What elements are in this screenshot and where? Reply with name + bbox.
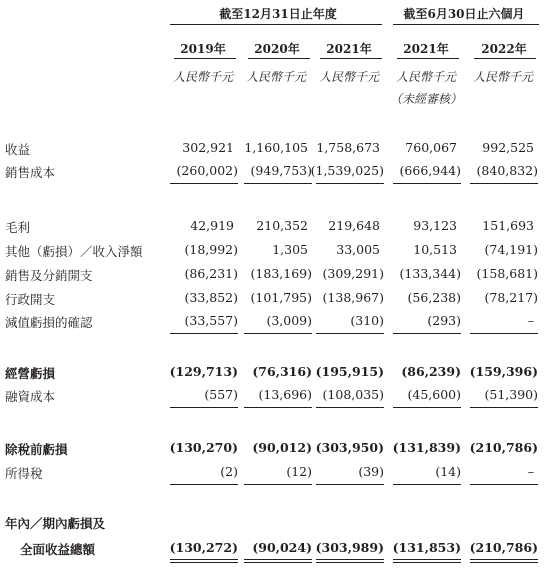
cell-total-comprehensive-h2022: (210,786)	[469, 540, 538, 555]
double-rule-bottom	[170, 562, 238, 563]
cell-other-income-2019: (18,992)	[184, 242, 238, 257]
cell-selling-h2021: (133,344)	[399, 266, 461, 281]
cell-operating-loss-2021: (195,915)	[315, 364, 384, 379]
year-header-2: 2020年	[254, 42, 300, 56]
cell-income-tax-2019: (2)	[220, 464, 238, 479]
cell-finance-costs-h2022: (51,390)	[484, 387, 538, 402]
cell-selling-2021: (309,291)	[322, 266, 384, 281]
cell-operating-loss-2020: (76,316)	[252, 364, 312, 379]
unit-label-5: 人民幣千元	[472, 70, 533, 84]
subtotal-rule-total	[393, 484, 461, 485]
row-label-admin-expenses: 行政開支	[5, 292, 56, 307]
double-rule-top	[170, 559, 238, 560]
unaudited-note: （未經審核）	[389, 92, 462, 106]
year-header-4: 2021年	[403, 42, 449, 56]
subtotal-rule-pretax	[244, 407, 312, 408]
cell-admin-2020: (101,795)	[250, 290, 312, 305]
row-label-revenue: 收益	[5, 142, 31, 157]
double-rule-bottom	[244, 562, 312, 563]
cell-admin-h2021: (56,238)	[407, 290, 461, 305]
double-rule-top	[316, 559, 384, 560]
cell-revenue-2019: 302,921	[182, 140, 234, 155]
subtotal-rule-total	[170, 484, 238, 485]
cell-income-tax-h2022: –	[527, 464, 534, 479]
cell-cost-of-sales-2021: (1,539,025)	[310, 163, 384, 178]
double-rule-top	[393, 559, 461, 560]
cell-gross-profit-h2021: 93,123	[413, 218, 457, 233]
cell-impairment-h2021: (293)	[427, 313, 461, 328]
cell-loss-before-tax-h2021: (131,839)	[392, 440, 461, 455]
subtotal-rule-total	[470, 484, 538, 485]
year-header-3: 2021年	[326, 42, 372, 56]
cell-finance-costs-2019: (557)	[204, 387, 238, 402]
row-label-finance-costs: 融資成本	[5, 389, 56, 404]
unit-label-2: 人民幣千元	[245, 70, 306, 84]
cell-finance-costs-h2021: (45,600)	[407, 387, 461, 402]
cell-other-income-2020: 1,305	[272, 242, 308, 257]
row-label-loss-for-period: 年內／期內虧損及	[5, 516, 106, 531]
subtotal-rule-gross	[244, 183, 312, 184]
cell-impairment-2020: (3,009)	[266, 313, 312, 328]
cell-other-income-h2022: (74,191)	[484, 242, 538, 257]
cell-impairment-2019: (33,557)	[184, 313, 238, 328]
cell-revenue-h2021: 760,067	[405, 140, 457, 155]
cell-income-tax-2020: (12)	[286, 464, 312, 479]
subtotal-rule-operating	[244, 333, 312, 334]
header-group-annual: 截至12月31日止年度	[219, 7, 337, 21]
row-label-gross-profit: 毛利	[5, 220, 31, 235]
cell-revenue-2021: 1,758,673	[316, 140, 380, 155]
year-header-1: 2019年	[180, 42, 226, 56]
cell-loss-before-tax-h2022: (210,786)	[469, 440, 538, 455]
row-label-loss-before-tax: 除稅前虧損	[5, 442, 68, 457]
cell-total-comprehensive-h2021: (131,853)	[392, 540, 461, 555]
cell-income-tax-h2021: (14)	[435, 464, 461, 479]
year-rule-2	[248, 58, 310, 59]
cell-revenue-h2022: 992,525	[482, 140, 534, 155]
header-group-interim: 截至6月30日止六個月	[403, 7, 525, 21]
cell-total-comprehensive-2021: (303,989)	[315, 540, 384, 555]
row-label-cost-of-sales: 銷售成本	[5, 165, 56, 180]
cell-operating-loss-h2022: (159,396)	[469, 364, 538, 379]
cell-cost-of-sales-h2022: (840,832)	[476, 163, 538, 178]
cell-other-income-2021: 33,005	[336, 242, 380, 257]
cell-cost-of-sales-2019: (260,002)	[176, 163, 238, 178]
cell-income-tax-2021: (39)	[358, 464, 384, 479]
subtotal-rule-gross	[170, 183, 238, 184]
cell-total-comprehensive-2020: (90,024)	[252, 540, 312, 555]
subtotal-rule-operating	[316, 333, 384, 334]
unit-label-3: 人民幣千元	[318, 70, 379, 84]
cell-loss-before-tax-2021: (303,950)	[315, 440, 384, 455]
double-rule-bottom	[316, 562, 384, 563]
cell-selling-2020: (183,169)	[250, 266, 312, 281]
subtotal-rule-operating	[170, 333, 238, 334]
subtotal-rule-total	[316, 484, 384, 485]
cell-selling-2019: (86,231)	[184, 266, 238, 281]
cell-admin-2019: (33,852)	[184, 290, 238, 305]
year-rule-3	[320, 58, 382, 59]
subtotal-rule-pretax	[470, 407, 538, 408]
cell-gross-profit-2019: 42,919	[190, 218, 234, 233]
cell-gross-profit-2021: 219,648	[328, 218, 380, 233]
double-rule-bottom	[470, 562, 538, 563]
cell-total-comprehensive-2019: (130,272)	[169, 540, 238, 555]
subtotal-rule-total	[244, 484, 312, 485]
cell-admin-2021: (138,967)	[322, 290, 384, 305]
row-label-impairment: 減值虧損的確認	[5, 315, 93, 330]
cell-revenue-2020: 1,160,105	[244, 140, 308, 155]
year-header-5: 2022年	[481, 42, 527, 56]
double-rule-top	[244, 559, 312, 560]
subtotal-rule-gross	[393, 183, 461, 184]
cell-finance-costs-2020: (13,696)	[258, 387, 312, 402]
subtotal-rule-pretax	[170, 407, 238, 408]
cell-impairment-h2022: –	[527, 313, 534, 328]
cell-admin-h2022: (78,217)	[484, 290, 538, 305]
row-label-selling-expenses: 銷售及分銷開支	[5, 268, 93, 283]
cell-operating-loss-h2021: (86,239)	[401, 364, 461, 379]
cell-gross-profit-2020: 210,352	[256, 218, 308, 233]
subtotal-rule-gross	[316, 183, 384, 184]
unit-label-1: 人民幣千元	[172, 70, 233, 84]
double-rule-bottom	[393, 562, 461, 563]
subtotal-rule-operating	[470, 333, 538, 334]
subtotal-rule-operating	[393, 333, 461, 334]
cell-cost-of-sales-2020: (949,753)	[250, 163, 312, 178]
cell-selling-h2022: (158,681)	[476, 266, 538, 281]
cell-operating-loss-2019: (129,713)	[169, 364, 238, 379]
cell-finance-costs-2021: (108,035)	[322, 387, 384, 402]
row-label-total-comprehensive: 全面收益總額	[20, 542, 96, 557]
year-rule-1	[174, 58, 236, 59]
double-rule-top	[470, 559, 538, 560]
cell-other-income-h2021: 10,513	[413, 242, 457, 257]
year-rule-4	[397, 58, 459, 59]
unit-label-4: 人民幣千元	[395, 70, 456, 84]
cell-cost-of-sales-h2021: (666,944)	[399, 163, 461, 178]
year-rule-5	[474, 58, 536, 59]
cell-loss-before-tax-2020: (90,012)	[252, 440, 312, 455]
cell-gross-profit-h2022: 151,693	[482, 218, 534, 233]
header-group-interim-rule	[393, 24, 539, 25]
row-label-income-tax: 所得稅	[5, 466, 43, 481]
header-group-annual-rule	[170, 24, 382, 25]
cell-impairment-2021: (310)	[350, 313, 384, 328]
cell-loss-before-tax-2019: (130,270)	[169, 440, 238, 455]
subtotal-rule-gross	[470, 183, 538, 184]
row-label-operating-loss: 經營虧損	[5, 366, 56, 381]
subtotal-rule-pretax	[316, 407, 384, 408]
subtotal-rule-pretax	[393, 407, 461, 408]
row-label-other-income: 其他（虧損）／收入淨額	[5, 244, 143, 259]
